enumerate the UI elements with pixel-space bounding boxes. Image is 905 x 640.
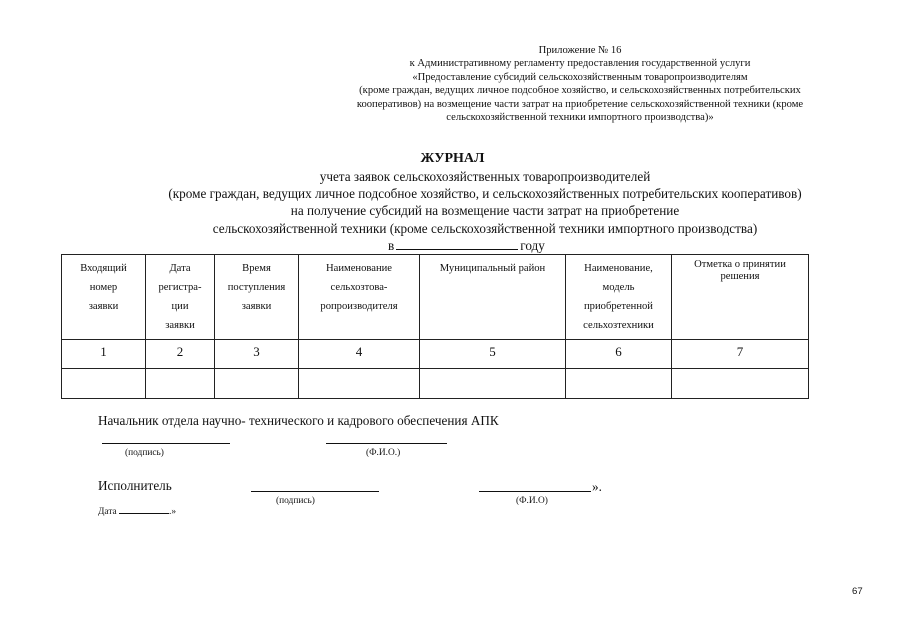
column-number: 5: [420, 340, 566, 369]
year-prefix: в: [388, 238, 395, 253]
head-title: Начальник отдела научно- технического и кадрового обеспечения АПК: [98, 413, 499, 428]
column-header: Дата регистра- ции заявки: [146, 255, 215, 340]
appendix-line: Приложение № 16: [538, 45, 622, 56]
table-cell: [420, 369, 566, 399]
table-header-row: [62, 255, 809, 340]
column-number: 4: [299, 340, 420, 369]
date-prefix: Дата: [98, 507, 117, 517]
journal-title: ЖУРНАЛ: [420, 151, 485, 166]
column-header: Муниципальный район: [420, 255, 566, 340]
appendix-line: кооперативов) на возмещение части затрат на приобретение сельскохозяйственной техники (кроме: [356, 98, 804, 110]
executor-signature-caption: (подпись): [276, 496, 315, 506]
journal-subtitle-line: учета заявок сельскохозяйственных товаропроизводителей: [319, 169, 651, 184]
date-suffix: .»: [169, 507, 177, 517]
appendix-line: к Административному регламенту предоставления государственной услуги: [409, 58, 751, 70]
column-number: 1: [62, 340, 146, 369]
executor-name-caption: (Ф.И.О): [516, 496, 548, 506]
column-header: Отметка о принятии решения: [672, 255, 809, 340]
date-blank: [119, 505, 169, 514]
column-header: Входящий номер заявки: [62, 255, 146, 340]
appendix-line: (кроме граждан, ведущих личное подсобное хозяйство, и сельскохозяйственных потребительских: [359, 85, 801, 97]
journal-table: [61, 254, 809, 399]
column-header: Наименование, модель приобретенной сельхозтехники: [566, 255, 672, 340]
name-blank: [326, 443, 447, 444]
journal-subtitle-line: (кроме граждан, ведущих личное подсобное хозяйство, и сельскохозяйственных потребительских кооперативов): [168, 186, 802, 202]
table-number-row: [62, 340, 809, 369]
appendix-line: «Предоставление субсидий сельскохозяйственным товаропроизводителям: [412, 71, 748, 83]
name-caption: (Ф.И.О.): [366, 448, 401, 458]
year-line: [388, 238, 545, 254]
table-cell: [299, 369, 420, 399]
column-number: 7: [672, 340, 809, 369]
appendix-line: сельскохозяйственной техники импортного производства)»: [446, 112, 714, 124]
signature-caption: (подпись): [125, 448, 164, 458]
table-empty-row: [62, 369, 809, 399]
closing-quote: ».: [592, 479, 602, 494]
year-suffix: году: [520, 238, 545, 253]
table-cell: [146, 369, 215, 399]
table-cell: [62, 369, 146, 399]
signature-blank: [102, 443, 230, 444]
executor-signature-blank: [251, 491, 379, 492]
journal-subtitle-line: сельскохозяйственной техники (кроме сельскохозяйственной техники импортного производства): [212, 220, 758, 236]
column-number: 3: [215, 340, 299, 369]
journal-subtitle-line: на получение субсидий на возмещение части затрат на приобретение: [290, 203, 680, 219]
executor-name-blank: [479, 491, 591, 492]
column-number: 6: [566, 340, 672, 369]
executor-label: Исполнитель: [98, 478, 172, 493]
date-line: [98, 505, 176, 518]
column-header: Наименование сельхозтова- ропроизводителя: [299, 255, 420, 340]
journal-subtitle: [90, 168, 880, 237]
table-cell: [672, 369, 809, 399]
year-blank: [396, 238, 518, 250]
column-number: 2: [146, 340, 215, 369]
column-header: Время поступления заявки: [215, 255, 299, 340]
table-cell: [566, 369, 672, 399]
page-number: 67: [852, 586, 863, 597]
appendix-header: [300, 44, 860, 124]
table-cell: [215, 369, 299, 399]
